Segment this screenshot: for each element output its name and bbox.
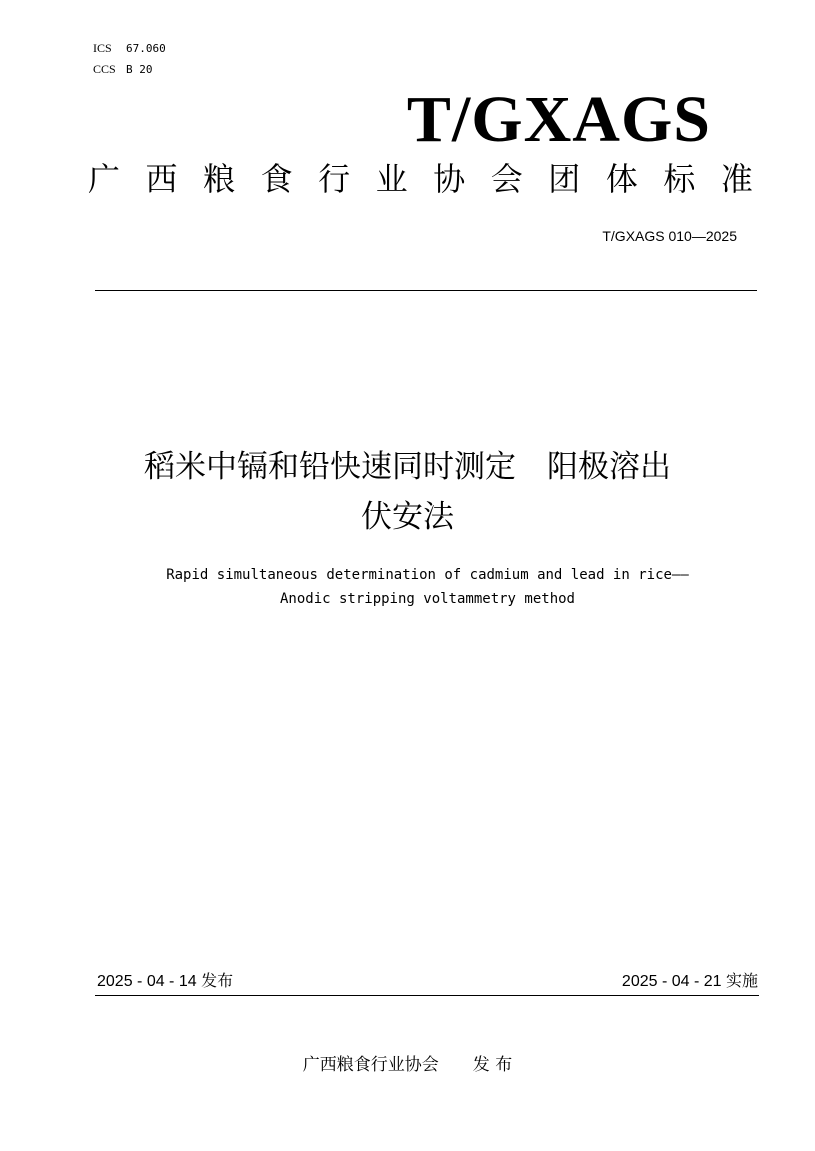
standard-mark: T/GXAGS [406, 83, 711, 156]
org-standard-char: 体 [605, 160, 638, 198]
org-standard-char: 标 [663, 160, 696, 198]
chinese-title [60, 442, 755, 542]
release-date: 2025 - 04 - 14 发布 [97, 973, 234, 990]
org-standard-char: 广 [88, 160, 121, 198]
top-divider [95, 290, 757, 291]
organization-standard-title [88, 157, 753, 201]
org-standard-char: 协 [433, 160, 466, 198]
standard-number: T/GXAGS 010—2025 [602, 228, 737, 244]
ccs-classification [93, 62, 153, 77]
implementation-date: 2025 - 04 - 21 实施 [621, 973, 758, 990]
org-standard-char: 食 [260, 160, 293, 198]
org-standard-char: 团 [548, 160, 581, 198]
ics-code: 67.060 [126, 42, 166, 55]
chinese-title-line-2: 伏安法 [361, 499, 454, 535]
english-title-line-2: Anodic stripping voltammetry method [279, 591, 575, 607]
org-standard-char: 西 [145, 160, 178, 198]
english-title-line-1: Rapid simultaneous determination of cadmium and lead in rice—— [166, 567, 689, 583]
org-standard-char: 会 [490, 160, 523, 198]
ics-label: ICS [93, 41, 112, 55]
org-standard-char: 业 [375, 160, 408, 198]
org-standard-char: 粮 [203, 160, 236, 198]
org-standard-char: 准 [720, 160, 753, 198]
publisher-line: 广西粮食行业协会 发 布 [302, 1055, 513, 1075]
org-standard-char: 行 [318, 160, 351, 198]
bottom-divider [95, 995, 759, 996]
chinese-title-line-1: 稻米中镉和铅快速同时测定 阳极溶出 [144, 449, 671, 485]
ics-classification [93, 41, 166, 56]
ccs-label: CCS [93, 62, 116, 76]
english-title [60, 563, 795, 611]
ccs-code: B 20 [126, 63, 153, 76]
